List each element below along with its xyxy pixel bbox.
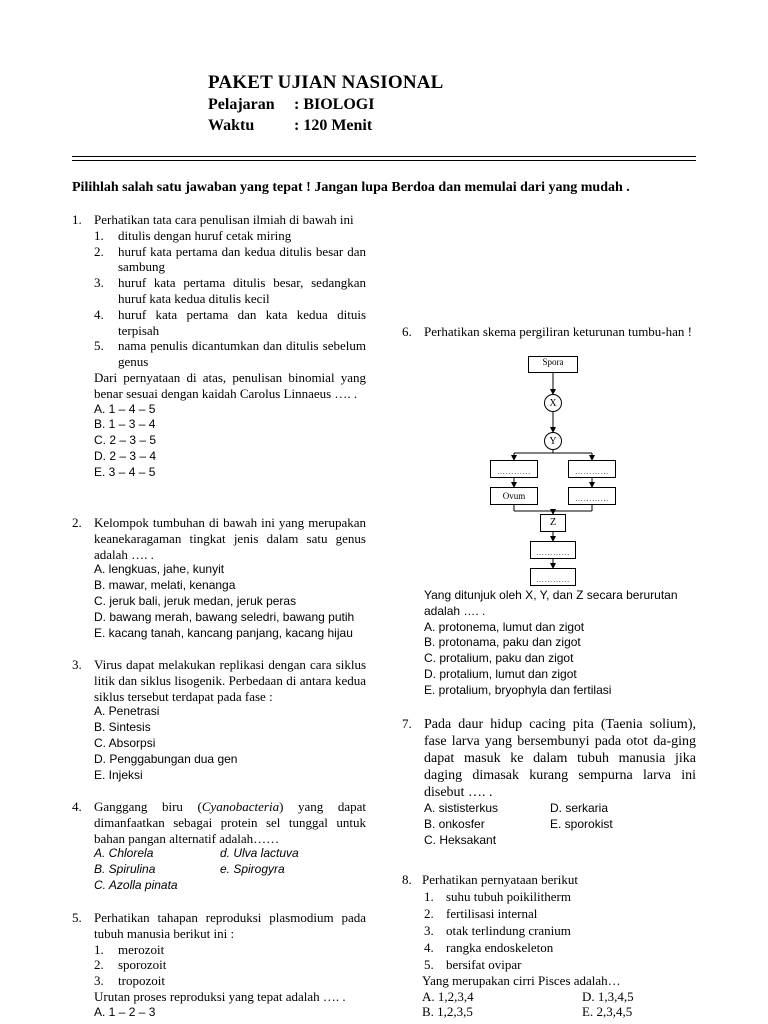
question-stem: Dari pernyataan di atas, penulisan binomial yang benar sesuai dengan kaidah Carolus Linnaeus …. . (94, 369, 366, 401)
answer-row (72, 862, 366, 878)
list-item: 3. tropozoit (94, 973, 165, 989)
question-text: Ganggang biru (Cyanobacteria) yang dapat dimanfaatkan sebagai protein sel tunggal untuk bahan pangan alternatif adalah…… (94, 799, 366, 846)
question-number: 4. (72, 799, 82, 814)
time-label: Waktu (208, 117, 255, 134)
answer-row (402, 1004, 696, 1020)
question-3 (72, 657, 366, 783)
list-item: 2. fertilisasi internal (424, 905, 538, 921)
answer-row (72, 846, 366, 862)
question-text: Virus dapat melakukan replikasi dengan cara siklus litik dan siklus lisogenik. Perbedaan di antara kedua siklus tersebut terdapat pada fase : (94, 657, 366, 704)
question-text: Perhatikan tata cara penulisan ilmiah di bawah ini (94, 212, 354, 227)
answer-option[interactable]: d. Ulva lactuva (220, 846, 299, 861)
answer-option[interactable]: A. sististerkus (424, 801, 499, 815)
answer-option[interactable]: B. Sintesis (94, 720, 151, 735)
instruction: Pilihlah salah satu jawaban yang tepat ! Jangan lupa Berdoa dan memulai dari yang mudah . (72, 180, 630, 195)
answer-option[interactable]: A. 1 – 2 – 3 (94, 1004, 156, 1019)
answer-option[interactable]: C. Absorpsi (94, 735, 156, 750)
list-item: 1. ditulis dengan huruf cetak miring (94, 227, 292, 243)
header-rule-top (72, 156, 696, 157)
alternation-diagram (488, 356, 618, 590)
answer-option[interactable]: D. 1,3,4,5 (582, 988, 634, 1004)
answer-row (402, 817, 696, 833)
answer-option[interactable]: B. 1 – 3 – 4 (94, 417, 156, 432)
answer-option[interactable]: C. protalium, paku dan zigot (424, 651, 574, 666)
question-text: Kelompok tumbuhan di bawah ini yang merupakan keanekaragaman tingkat jenis dalam satu genus adalah …. . (94, 515, 366, 562)
answer-option[interactable]: B. 1,2,3,5 (422, 1004, 473, 1020)
y-node: Y (544, 432, 562, 450)
spora-box: Spora (528, 356, 578, 373)
answer-option[interactable]: C. 2 – 3 – 5 (94, 433, 157, 448)
question-5 (72, 910, 366, 1021)
blank-box: ………… (530, 541, 576, 559)
time-value: : 120 Menit (294, 117, 373, 134)
answer-option[interactable]: D. serkaria (550, 801, 609, 815)
subject-label: Pelajaran (208, 96, 275, 113)
ovum-box: Ovum (490, 487, 538, 505)
answer-option[interactable]: D. protalium, lumut dan zigot (424, 666, 577, 681)
question-number: 3. (72, 657, 82, 672)
question-text: Perhatikan skema pergiliran keturunan tumbu-han ! (424, 324, 692, 339)
list-item: 5. bersifat ovipar (424, 956, 522, 972)
question-stem: Yang ditunjuk oleh X, Y, dan Z secara berurutan adalah …. . (424, 588, 678, 618)
answer-option[interactable]: C. Heksakant (424, 832, 497, 847)
question-text: Perhatikan tahapan reproduksi plasmodium pada tubuh manusia berikut ini : (94, 910, 366, 941)
answer-option[interactable]: E. sporokist (550, 816, 613, 831)
subject-value: : BIOLOGI (294, 96, 375, 113)
answer-option[interactable]: E. kacang tanah, kancang panjang, kacang hijau (94, 625, 353, 640)
question-number: 1. (72, 212, 82, 227)
question-2 (72, 515, 366, 641)
question-number: 8. (402, 872, 412, 887)
blank-box: ………… (568, 460, 616, 478)
page-title: PAKET UJIAN NASIONAL (208, 72, 444, 93)
answer-option[interactable]: E. 2,3,4,5 (582, 1004, 633, 1020)
subject-row (208, 96, 374, 114)
answer-option[interactable]: A. lengkuas, jahe, kunyit (94, 562, 225, 577)
answer-option[interactable]: B. Spirulina (94, 862, 156, 877)
blank-box: ………… (568, 487, 616, 505)
list-item: 1. suhu tubuh poikilitherm (424, 888, 571, 904)
answer-option[interactable]: D. bawang merah, bawang seledri, bawang putih (94, 609, 355, 624)
answer-option[interactable]: D. Penggabungan dua gen (94, 751, 238, 766)
question-4 (72, 799, 366, 894)
z-box: Z (540, 514, 566, 532)
header-rule-bottom (72, 160, 696, 161)
question-6 (402, 324, 696, 340)
answer-option[interactable]: E. protalium, bryophyla dan fertilasi (424, 682, 612, 697)
answer-option[interactable]: A. Penetrasi (94, 704, 160, 719)
x-node: X (544, 394, 562, 412)
answer-option[interactable]: C. Azolla pinata (94, 877, 178, 892)
question-6-answers (402, 588, 696, 699)
list-item: 1. merozoit (94, 941, 165, 957)
list-item: 3. huruf kata pertama ditulis besar, sedangkan huruf kata kedua ditulis kecil (94, 275, 366, 306)
question-8 (402, 872, 696, 1020)
answer-option[interactable]: E. 3 – 4 – 5 (94, 464, 156, 479)
answer-option[interactable]: B. mawar, melati, kenanga (94, 578, 236, 593)
answer-row (402, 801, 696, 817)
question-text: Perhatikan pernyataan berikut (422, 872, 578, 887)
question-1 (72, 212, 366, 481)
list-item: 3. otak terlindung cranium (424, 922, 571, 938)
answer-option[interactable]: e. Spirogyra (220, 862, 285, 877)
blank-box: ………… (490, 460, 538, 478)
answer-option[interactable]: B. onkosfer (424, 816, 485, 831)
question-number: 7. (402, 716, 412, 731)
question-number: 6. (402, 324, 412, 339)
question-7 (402, 716, 696, 848)
question-number: 5. (72, 910, 82, 925)
answer-option[interactable]: D. 2 – 3 – 4 (94, 448, 157, 463)
answer-option[interactable]: A. protonema, lumut dan zigot (424, 619, 585, 634)
list-item: 2. sporozoit (94, 957, 167, 973)
list-item: 4. huruf kata pertama dan kata kedua dituis terpisah (94, 306, 366, 338)
answer-option[interactable]: B. protonama, paku dan zigot (424, 635, 581, 650)
question-stem: Urutan proses reproduksi yang tepat adalah …. . (94, 988, 346, 1004)
answer-option[interactable]: A. 1,2,3,4 (422, 988, 474, 1004)
answer-option[interactable]: C. jeruk bali, jeruk medan, jeruk peras (94, 593, 297, 608)
question-stem: Yang merupakan cirri Pisces adalah… (422, 972, 621, 988)
blank-box: ………… (530, 568, 576, 586)
question-number: 2. (72, 515, 82, 530)
list-item: 4. rangka endoskeleton (424, 939, 554, 955)
answer-option[interactable]: E. Injeksi (94, 767, 143, 782)
answer-row (402, 989, 696, 1005)
answer-option[interactable]: A. 1 – 4 – 5 (94, 401, 156, 416)
question-text: Pada daur hidup cacing pita (Taenia solium), fase larva yang bersembunyi pada otot da-ging dapat masuk ke dalam tubuh manusia jika daging dimasak kurang sempurna larva ini disebut …. . (424, 717, 696, 800)
list-item: 5. nama penulis dicantumkan dan ditulis sebelum genus (94, 338, 366, 370)
time-row (208, 117, 372, 135)
answer-option[interactable]: A. Chlorela (94, 846, 154, 861)
list-item: 2. huruf kata pertama dan kedua ditulis besar dan sambung (94, 243, 366, 275)
